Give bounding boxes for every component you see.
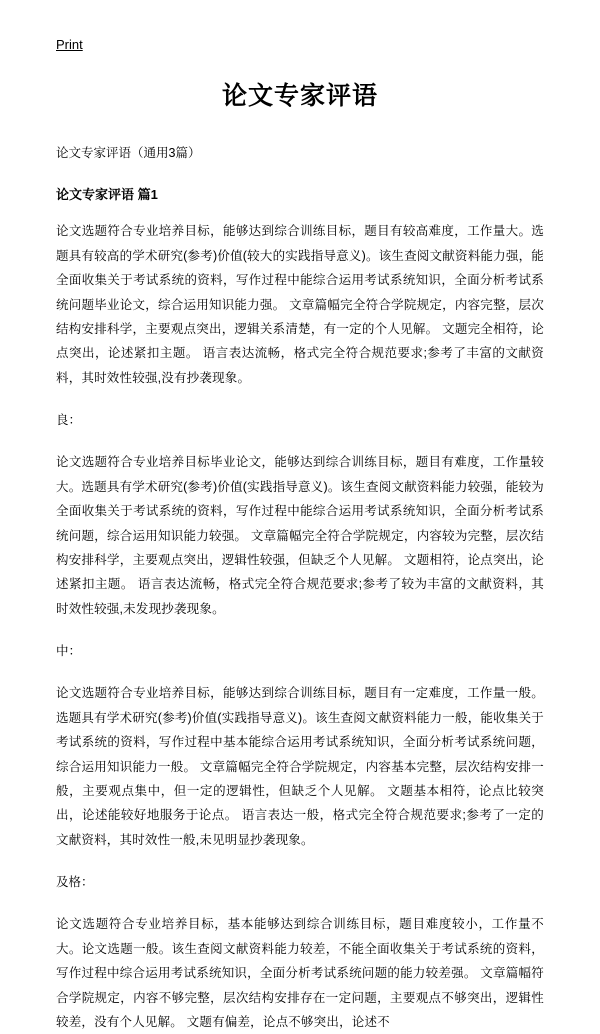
section-heading-1: 论文专家评语 篇1 bbox=[56, 186, 158, 202]
document-body bbox=[56, 219, 544, 1034]
paragraph: 论文选题符合专业培养目标毕业论文，能够达到综合训练目标，题目有难度，工作量较大。选题具有学术研究(参考)价值(实践指导意义)。该生查阅文献资料能力较强，能较为全面收集关于考试系统的资料，写作过程中能综合运用考试系统知识，全面分析考试系统问题，综合运用知识能力较强。 文章篇幅完全符合学院规定，内容较为完整，层次结构安排科学，主要观点突出，逻辑性较强，但缺乏个人见解。 文题相符，论点突出，论述紧扣主题。 语言表达流畅，格式完全符合规范要求;参考了较为丰富的文献资料，其时效性较强,未发现抄袭现象。 bbox=[56, 455, 544, 616]
document-subtitle: 论文专家评语（通用3篇） bbox=[56, 145, 201, 160]
grade-label: 中： bbox=[56, 644, 82, 659]
grade-label: 良： bbox=[56, 413, 82, 428]
grade-label: 及格： bbox=[56, 875, 94, 890]
page-title: 论文专家评语 bbox=[221, 82, 378, 111]
print-button[interactable]: Print bbox=[56, 37, 83, 52]
paragraph: 论文选题符合专业培养目标，能够达到综合训练目标，题目有较高难度，工作量大。选题具有较高的学术研究(参考)价值(较大的实践指导意义)。该生查阅文献资料能力强，能全面收集关于考试系统的资料，写作过程中能综合运用考试系统知识，全面分析考试系统问题毕业论文，综合运用知识能力强。 文章篇幅完全符合学院规定，内容完整，层次结构安排科学，主要观点突出，逻辑关系清楚，有一定的个人见解。 文题完全相符，论点突出，论述紧扣主题。 语言表达流畅，格式完全符合规范要求;参考了丰富的文献资料，其时效性较强,没有抄袭现象。 bbox=[56, 224, 544, 385]
paragraph: 论文选题符合专业培养目标，能够达到综合训练目标，题目有一定难度，工作量一般。选题具有学术研究(参考)价值(实践指导意义)。该生查阅文献资料能力一般，能收集关于考试系统的资料，写作过程中基本能综合运用考试系统知识，全面分析考试系统问题，综合运用知识能力一般。 文章篇幅完全符合学院规定，内容基本完整，层次结构安排一般，主要观点集中，但一定的逻辑性，但缺乏个人见解。 文题基本相符，论点比较突出，论述能较好地服务于论点。 语言表达一般，格式完全符合规范要求;参考了一定的文献资料，其时效性一般,未见明显抄袭现象。 bbox=[56, 686, 544, 847]
paragraph: 论文选题符合专业培养目标，基本能够达到综合训练目标，题目难度较小，工作量不大。论文选题一般。该生查阅文献资料能力较差，不能全面收集关于考试系统的资料，写作过程中综合运用考试系统知识，全面分析考试系统问题的能力较差强。 文章篇幅符合学院规定，内容不够完整，层次结构安排存在一定问题，主要观点不够突出，逻辑性较差，没有个人见解。 文题有偏差，论点不够突出，论述不 bbox=[56, 917, 544, 1029]
